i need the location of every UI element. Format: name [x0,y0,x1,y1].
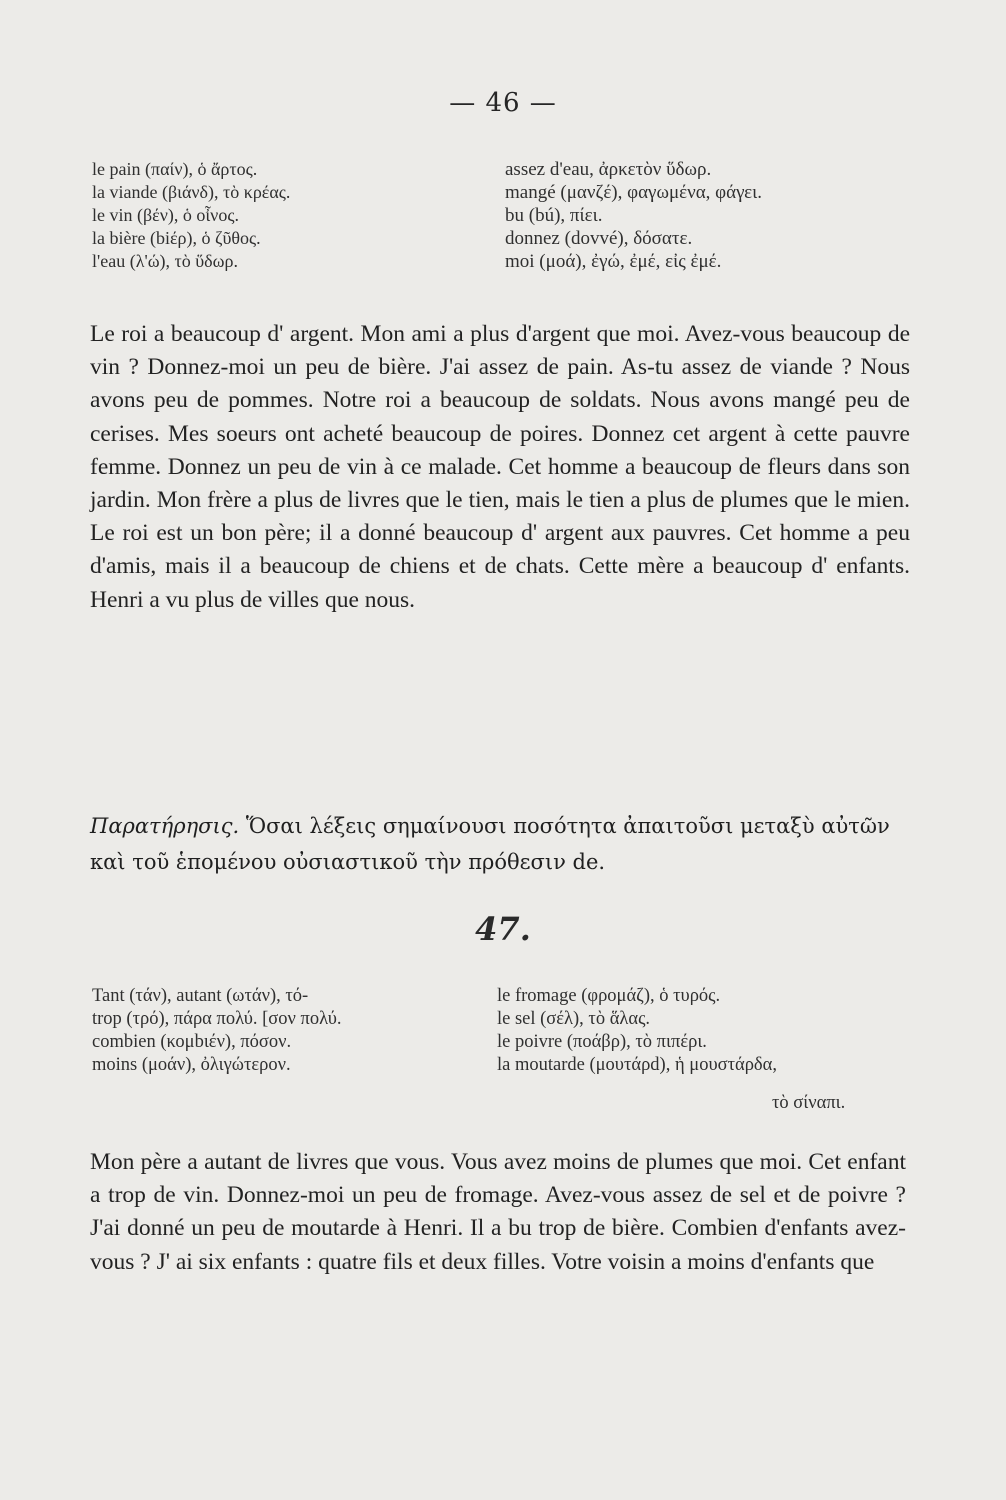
exercise-paragraph-2: Mon père a autant de livres que vous. Vous avez moins de plumes que moi. Cet enfant a trop de vin. Donnez-moi un peu de fromage. Avez-vous assez de sel et de poivre ? J'ai donné un peu de moutarde à Henri. Il a bu trop de bière. Combien d'enfants avez-vous ? J' ai six enfants : quatre fils et deux filles. Votre voisin a moins d'enfants que [90,1149,906,1275]
vocab-entry: bu (bú), πίει. [505,205,603,226]
lesson-number: 47. [475,910,531,948]
vocab-entry: Tant (τάν), autant (ωτάν), τό- [92,986,309,1006]
grammar-note [90,808,908,880]
vocab-entry: la viande (βιάνδ), τὸ κρέας. [92,182,291,202]
vocab-list-2-left [92,985,342,1077]
vocab-entry: le pain (παίν), ὁ ἄρτος. [92,159,258,179]
vocab-entry: le vin (βέν), ὁ οἶνος. [92,205,239,225]
note-label: Παρατήρησις. [90,814,240,838]
vocab-entry: la bière (biέρ), ὁ ζῦθος. [92,228,261,248]
vocab-entry: la moutarde (μουτάρd), ἡ μουστάρδα, [497,1055,777,1075]
vocab-entry: moi (μοά), ἐγώ, ἐμέ, εἰς ἐμέ. [505,251,722,272]
vocab-entry: donnez (dovvé), δόσατε. [505,228,693,249]
vocab-entry: mangé (μανζέ), φαγωμένα, φάγει. [505,182,762,203]
vocab-entry: l'eau (λ'ώ), τὸ ὕδωρ. [92,251,238,271]
note-text: Ὅσαι λέξεις σημαίνουσι ποσότητα ἀπαιτοῦσι μεταξὺ αὐτῶν καὶ τοῦ ἑπομένου οὐσιαστικοῦ τὴν πρόθεσιν de. [90,814,890,874]
vocab-entry: le sel (σέλ), τὸ ἅλας. [497,1009,651,1029]
vocab-entry-continuation: τὸ σίναπι. [772,1093,846,1113]
vocab-entry: assez d'eau, ἀρκετὸν ὕδωρ. [505,159,712,180]
page-number: — 46 — [449,88,557,118]
vocab-list-2-right [497,985,777,1077]
vocab-entry: le fromage (φρομάζ), ὁ τυρός. [497,986,721,1006]
exercise-paragraph-1: Le roi a beaucoup d' argent. Mon ami a plus d'argent que moi. Avez-vous beaucoup de vin ? Donnez-moi un peu de bière. J'ai assez de pain. As-tu assez de viande ? Nous avons peu de pommes. Notre roi a beaucoup de soldats. Nous avons mangé peu de cerises. Mes soeurs ont acheté beaucoup de poires. Donnez cet argent à cette pauvre femme. Donnez un peu de vin à ce malade. Cet homme a beaucoup de fleurs dans son jardin. Mon frère a plus de livres que le tien, mais le tien a plus de plumes que le mien. Le roi est un bon père; il a donné beaucoup d' argent aux pauvres. Cet homme a peu d'amis, mais il a beaucoup de chiens et de chats. Cette mère a beaucoup d' enfants. Henri a vu plus de villes que nous. [90,321,910,613]
vocab-entry: moins (μοάν), ὀλιγώτερον. [92,1055,291,1075]
vocab-entry: trop (τρό), πάρα πολύ. [σον πολύ. [92,1009,342,1029]
vocab-list-1-right [505,158,762,273]
vocab-entry: combien (κομbιέν), πόσον. [92,1032,292,1052]
vocab-entry: le poivre (ποάβρ), τὸ πιπέρι. [497,1032,707,1052]
vocab-list-1-left [92,158,290,273]
